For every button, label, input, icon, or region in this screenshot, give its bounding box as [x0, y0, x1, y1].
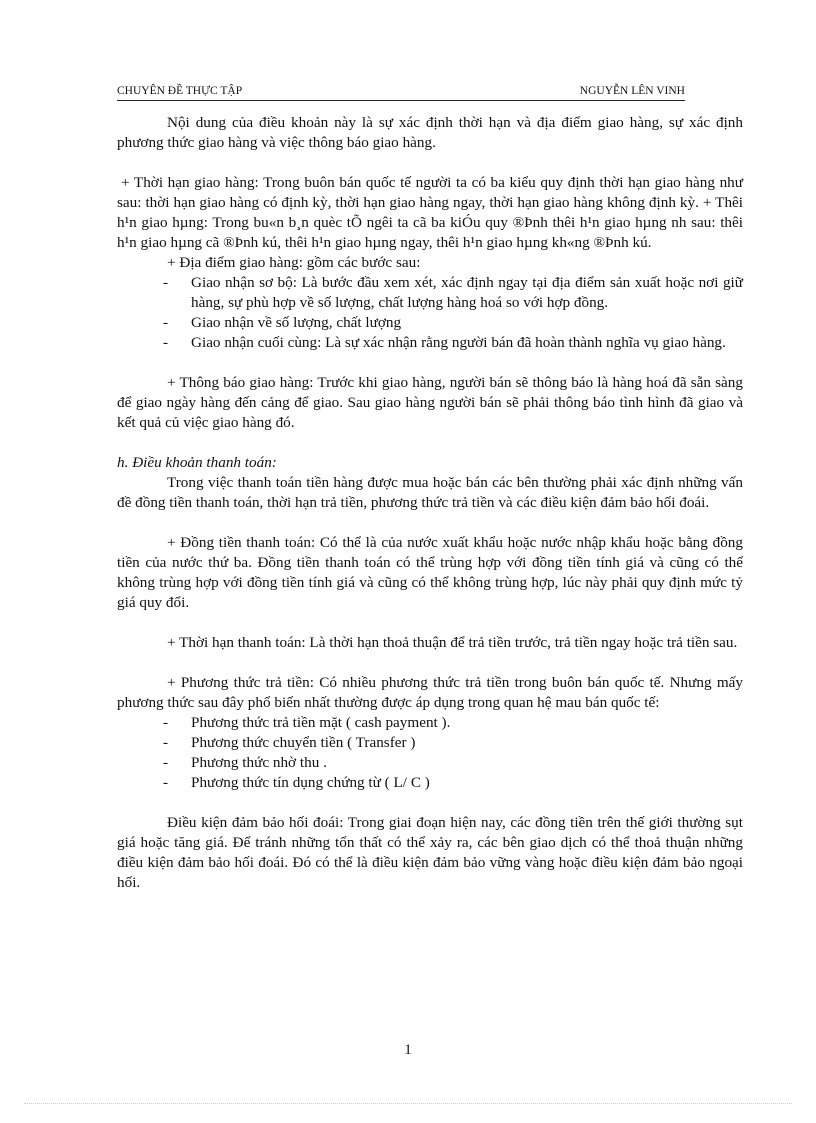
payment-intro-paragraph: Trong việc thanh toán tiền hàng được mua hoặc bán các bên thường phải xác định những vấn đề đồng tiền thanh toán, thời hạn trả tiền, phương thức trả tiền và các điều kiện đảm bảo hối đoái. [117, 474, 743, 511]
delivery-time-paragraph: + Thời hạn giao hàng: Trong buôn bán quốc tế người ta có ba kiểu quy định thời hạn giao hàng như sau: thời hạn giao hàng có định kỳ, thời hạn giao hàng ngay, thời hạn giao hàng không định kỳ. + Thêi h¹n giao hµng: Trong bu«n b¸n quèc tÕ ngêi ta cã ba kiÓu quy ®Þnh thêi h¹n giao hµng nh sau: thêi h¹n giao hµng cã ®Þnh kú, thêi h¹n giao hµng ngay, thêi h¹n giao hµng kh«ng ®Þnh kú. [117, 174, 743, 251]
delivery-place-paragraph: + Địa điểm giao hàng: gồm các bước sau: [167, 254, 421, 271]
payment-method-paragraph: + Phương thức trả tiền: Có nhiều phương thức trả tiền trong buôn bán quốc tế. Nhưng mấy phương thức sau đây phổ biến nhất thường được áp dụng trong quan hệ mau bán quốc tế: [117, 674, 743, 711]
document-body [117, 113, 743, 893]
payment-currency-paragraph: + Đồng tiền thanh toán: Có thể là của nước xuất khẩu hoặc nước nhập khẩu hoặc bằng đồng tiền của nước thứ ba. Đồng tiền thanh toán có thể trùng hợp với đồng tiền tính giá và cũng có thể không trùng hợp với đồng tiền tính giá và cũng có thể không trùng hợp, lúc này phải quy định mức tỷ giá quy đổi. [117, 534, 743, 611]
list-item: - Phương thức nhờ thu . [163, 753, 743, 773]
intro-paragraph: Nội dung của điều khoản này là sự xác định thời hạn và địa điểm giao hàng, sự xác định phương thức giao hàng và việc thông báo giao hàng. [117, 114, 743, 151]
page-number: 1 [404, 1042, 412, 1058]
list-item: - Phương thức tín dụng chứng từ ( L/ C ) [163, 773, 743, 793]
header-left-title: CHUYÊN ĐỀ THỰC TẬP [117, 85, 243, 97]
list-item: - Phương thức trả tiền mặt ( cash payment ). [163, 713, 743, 733]
section-heading: h. Điều khoản thanh toán: [117, 454, 277, 471]
delivery-notice-paragraph: + Thông báo giao hàng: Trước khi giao hàng, người bán sẽ thông báo là hàng hoá đã sẵn sàng để giao ngày hàng đến cảng để giao. Sau giao hàng người bán sẽ phải thông báo tình hình đã giao và kết quả củ việc giao hàng đó. [117, 374, 743, 431]
header-author: NGUYỄN LÊN VINH [579, 85, 685, 97]
list-item: - Giao nhận sơ bộ: Là bước đầu xem xét, xác định ngay tại địa điểm sản xuất hoặc nơi giữ hàng, sự phù hợp về số lượng, chất lượng hàng hoá so với hợp đồng. [163, 273, 743, 313]
footer-divider [24, 1103, 792, 1104]
delivery-steps-list [117, 273, 743, 353]
exchange-guarantee-paragraph: Điều kiện đảm bảo hối đoái: Trong giai đoạn hiện nay, các đồng tiền trên thế giới thường sụt giá hoặc tăng giá. Để tránh những tổn thất có thể xảy ra, các bên giao dịch có thể thoả thuận những điều kiện đảm bảo hối đoái. Đó có thể là điều kiện đảm bảo vững vàng hoặc điều kiện đảm bảo ngoại hối. [117, 814, 743, 891]
list-item: - Giao nhận về số lượng, chất lượng [163, 313, 743, 333]
list-item: - Giao nhận cuối cùng: Là sự xác nhận rằng người bán đã hoàn thành nghĩa vụ giao hàng. [163, 333, 743, 353]
payment-methods-list [117, 713, 743, 793]
list-item: - Phương thức chuyển tiền ( Transfer ) [163, 733, 743, 753]
page-header [117, 84, 685, 101]
payment-time-paragraph: + Thời hạn thanh toán: Là thời hạn thoả thuận để trả tiền trước, trả tiền ngay hoặc trả tiền sau. [167, 634, 738, 651]
